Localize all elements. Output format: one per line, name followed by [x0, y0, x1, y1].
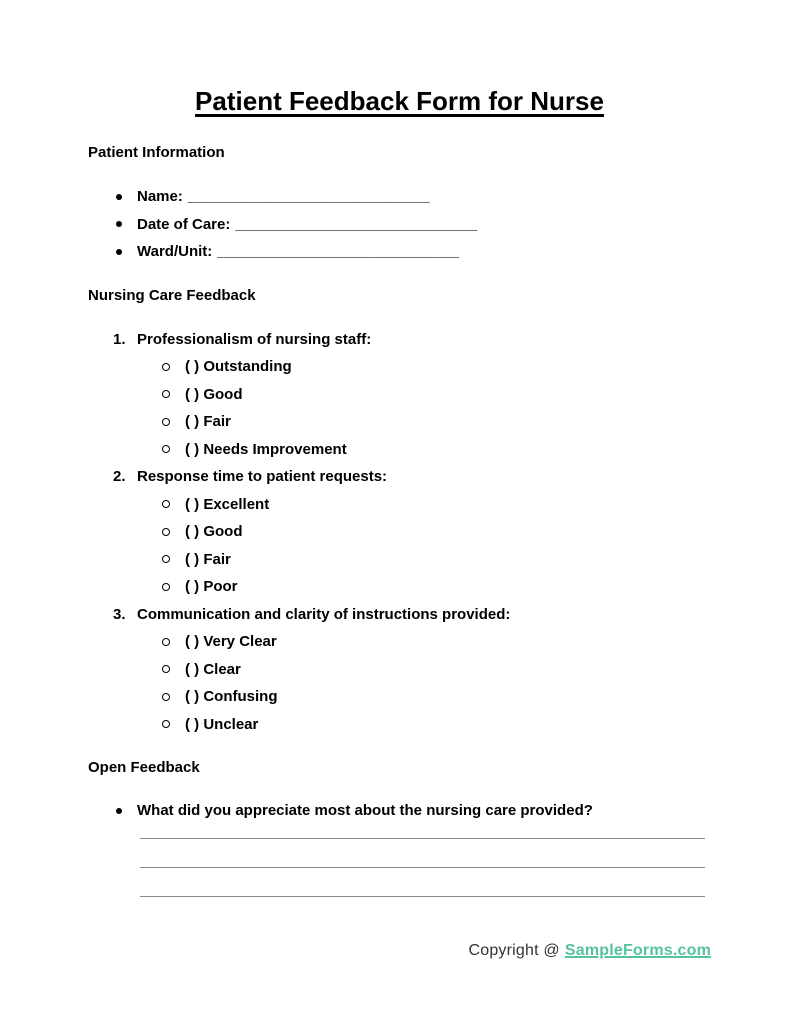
option-row: [88, 386, 711, 404]
answer-lines: [88, 838, 711, 897]
circle-bullet-icon: [162, 583, 170, 591]
open-feedback-prompt: What did you appreciate most about the nursing care provided?: [137, 802, 593, 819]
option-row: [88, 358, 711, 376]
option-label: ( ) Clear: [185, 660, 241, 678]
option-label: ( ) Fair: [185, 550, 231, 568]
field-label: Ward/Unit:: [137, 243, 213, 260]
section-heading-nursing-care-feedback: Nursing Care Feedback: [88, 286, 256, 304]
footer-sampleforms-link[interactable]: SampleForms.com: [564, 941, 711, 959]
option-label: ( ) Outstanding: [185, 358, 292, 375]
circle-bullet-icon: [162, 390, 170, 398]
answer-line: [140, 867, 705, 868]
question-row-3: [88, 606, 711, 624]
open-feedback-prompt-row: [88, 802, 711, 820]
circle-bullet-icon: [162, 445, 170, 453]
bullet-icon: [116, 221, 122, 227]
answer-line: [140, 838, 705, 839]
circle-bullet-icon: [162, 693, 170, 701]
circle-bullet-icon: [162, 720, 170, 728]
option-label: ( ) Needs Improvement: [185, 440, 347, 458]
bullet-icon: [116, 808, 122, 814]
option-label: ( ) Fair: [185, 413, 231, 430]
option-label: ( ) Good: [185, 385, 243, 403]
option-label: ( ) Excellent: [185, 495, 270, 513]
option-label: ( ) Confusing: [185, 688, 278, 705]
option-row: [88, 523, 711, 541]
question-text: Response time to patient requests:: [137, 468, 388, 485]
question-text: Communication and clarity of instructions provided:: [137, 605, 511, 623]
option-row: [88, 551, 711, 569]
option-row: [88, 441, 711, 459]
circle-bullet-icon: [162, 500, 170, 508]
circle-bullet-icon: [162, 665, 170, 673]
option-row: [88, 633, 711, 651]
bullet-icon: [116, 249, 122, 255]
field-row-date-of-care: [88, 216, 711, 234]
option-row: [88, 413, 711, 431]
circle-bullet-icon: [162, 638, 170, 646]
option-row: [88, 661, 711, 679]
page-title: [88, 0, 711, 118]
option-row: [88, 496, 711, 514]
page-title-text: Patient Feedback Form for Nurse: [195, 86, 604, 116]
option-row: [88, 716, 711, 734]
question-row-2: [88, 468, 711, 486]
footer-copyright-text: Copyright @: [468, 941, 560, 959]
field-row-name: [88, 188, 711, 206]
option-row: [88, 578, 711, 596]
question-number: 3.: [113, 605, 126, 623]
question-number: 1.: [113, 330, 126, 348]
open-feedback-question: [88, 802, 711, 820]
field-blank-line: ____________________________: [235, 215, 478, 233]
circle-bullet-icon: [162, 363, 170, 371]
question-number: 2.: [113, 468, 126, 485]
section-heading-patient-information: Patient Information: [88, 144, 225, 161]
footer: [88, 941, 711, 961]
field-row-ward-unit: [88, 243, 711, 261]
field-label: Name:: [137, 188, 183, 205]
field-blank-line: ____________________________: [217, 243, 460, 260]
circle-bullet-icon: [162, 418, 170, 426]
option-label: ( ) Poor: [185, 578, 238, 595]
section-heading-open-feedback: Open Feedback: [88, 759, 200, 776]
option-label: ( ) Unclear: [185, 715, 259, 733]
circle-bullet-icon: [162, 555, 170, 563]
nursing-care-questions: [88, 331, 711, 734]
question-row-1: [88, 331, 711, 349]
answer-line: [140, 896, 705, 897]
question-text: Professionalism of nursing staff:: [137, 330, 372, 348]
bullet-icon: [116, 194, 122, 200]
patient-information-fields: [88, 188, 711, 261]
option-row: [88, 688, 711, 706]
field-label: Date of Care:: [137, 215, 231, 233]
field-blank-line: ____________________________: [187, 188, 430, 205]
option-label: ( ) Good: [185, 523, 243, 540]
circle-bullet-icon: [162, 528, 170, 536]
option-label: ( ) Very Clear: [185, 633, 277, 650]
